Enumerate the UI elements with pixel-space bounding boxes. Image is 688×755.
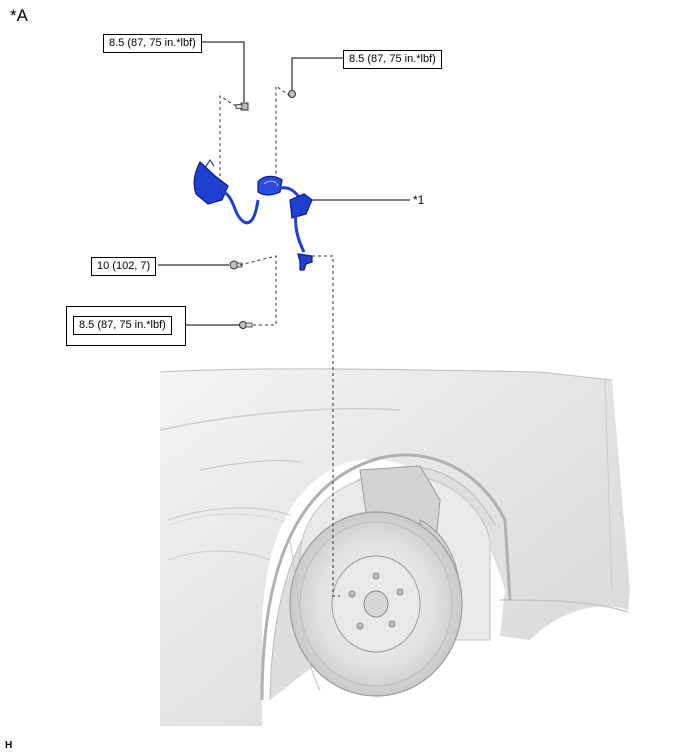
bolt-bottom-icon <box>240 322 253 329</box>
torque-callout-middle: 10 (102, 7) <box>91 257 156 276</box>
figure-code: H <box>5 740 13 751</box>
bolt-top-left-icon <box>236 103 248 110</box>
torque-callout-top-left: 8.5 (87, 75 in.*lbf) <box>103 34 202 53</box>
view-label: *A <box>10 6 28 25</box>
part-label-1: *1 <box>413 193 425 207</box>
bolt-top-right-icon <box>289 91 296 98</box>
speed-sensor-harness <box>194 160 312 270</box>
torque-callout-top-right: 8.5 (87, 75 in.*lbf) <box>343 50 442 69</box>
torque-callout-bottom: 8.5 (87, 75 in.*lbf) <box>73 316 172 335</box>
brake-assembly <box>290 466 462 696</box>
